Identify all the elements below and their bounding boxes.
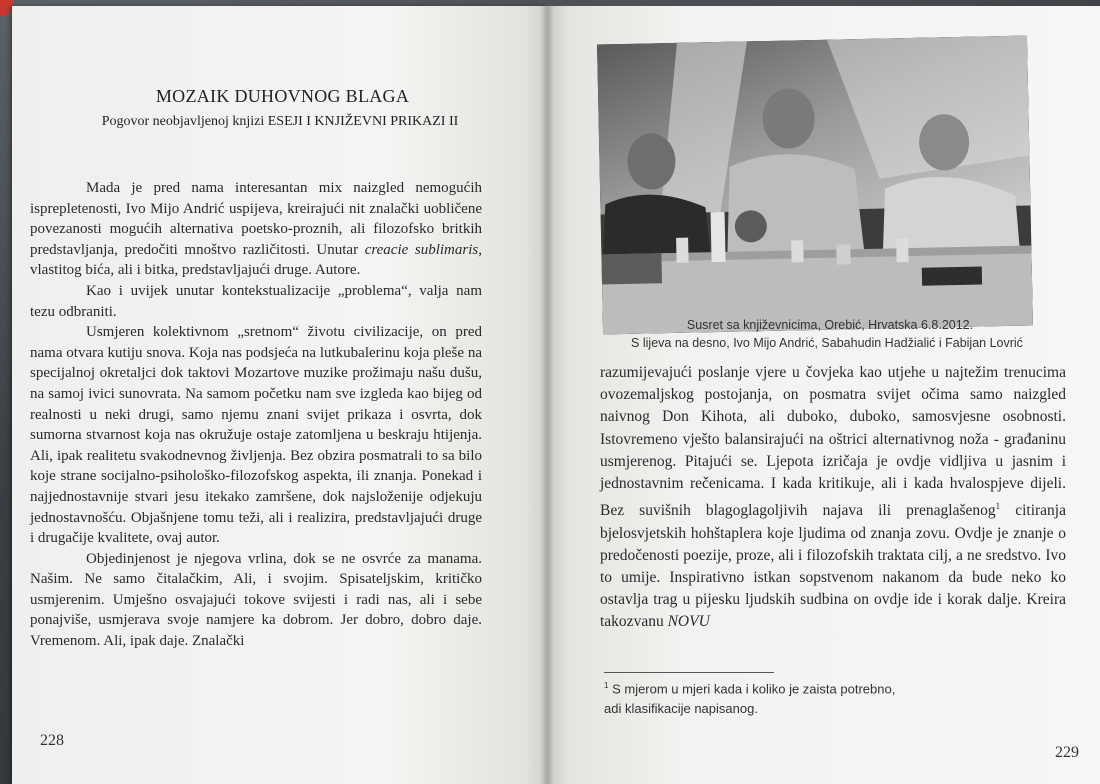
- event-photo: [597, 36, 1033, 335]
- footnote-line-1: [604, 676, 1044, 699]
- right-page-body: [600, 362, 1066, 634]
- chapter-title: MOZAIK DUHOVNOG BLAGA: [155, 86, 410, 106]
- chapter-subtitle: Pogovor neobjavljenoj knjizi ESEJI I KNJIŽEVNI PRIKAZI II: [101, 114, 459, 129]
- paragraph-2: Kao i uvijek unutar kontekstualizacije „problema“, valja nam tezu odbraniti.: [30, 282, 482, 320]
- event-photo-image: [597, 36, 1033, 335]
- footnote-marker: 1: [604, 681, 609, 690]
- paragraph-4: Objedinjenost je njegova vrlina, dok se ne osvrće za manama. Našim. Ne samo čitalačkim, Ali, i svojim. Spisateljskim, kritičko usmjerenim. Umješno osvajajući tokove svijesti i radi nas, ali i sebe ponajviše, usmjerava svoje namjere ka dobrom. Jer dobro, dobro daje. Vremenom. Ali, ipak daje. Znalački: [30, 550, 482, 650]
- photo-caption-title: Susret sa književnicima, Orebić, Hrvatska 6.8.2012.: [686, 318, 974, 332]
- paragraph-1: [30, 178, 482, 281]
- footnote: [604, 676, 1044, 719]
- footnote-text-1: S mjerom u mjeri kada i koliko je zaista potrebno,: [612, 681, 896, 697]
- page-number-right: 229: [1055, 744, 1079, 761]
- footnote-line-2: adi klasifikacije napisanog.: [604, 701, 758, 717]
- right-text-continued: citiranja bjelosvjetskih hohštaplera koje ljudima od znanja zovu. Ovdje je znanje o predočenosti poezije, proze, ali i filozofskih traktata cilj, a ne sredstvo. Ivo to umije. Inspirativno istkan sopstvenom nakanom da bude neko ko ostavlja trag u pijesku ljudskih sudbina on ovdje ide i korak dalje. Kreira takozvanu: [600, 502, 1066, 631]
- right-paragraph: [600, 362, 1066, 634]
- paragraph-1-end: vlastitog bića, ali i bitka, predstavljajući druge. Autore.: [30, 262, 361, 279]
- footnote-reference: 1: [995, 501, 1001, 512]
- right-text-italic-end: NOVU: [667, 613, 710, 631]
- paragraph-1-start: Mada je pred nama interesantan mix naizgled nemogućih isprepletenosti, Ivo Mijo Andrić uspijeva, kreirajući nit znalački uobličene povezanosti mogućih alternativa poetsko-proznih, ali filozofsko britkih predstavljanja, predočiti mnoštvo različitosti. Unutar: [30, 180, 482, 258]
- paragraph-3: Usmjeren kolektivnom „sretnom“ životu civilizacije, on pred nama otvara kutiju snova. Koja nas podsjeća na lutkubalerinu koja pleše na specijalnoj okretaljci dok taktovi Mozartove muzike prožimaju našu dušu, na samoj ivici sunovrata. Na samom početku nam sve izgleda kao bijeg od realnosti u neki drugi, samo njemu znani svijet prikaza i osvrta, dok sumorna stvarnost koja nas okružuje ostaje zatomljena u beskraju htijenja. Ali, ipak realitetu svakodnevnog življenja. Bez obzira posmatrali to sa bilo koje strane socijalno-psihološko-filozofskog aspekta, ili znanja. Ponekad i najjednostavnije stvari jesu itekako zamršene, dok najsloženije odjekuju jednostavnošću. Objašnjene tomu teži, ali i realizira, predstavljajući druge i drugačije kvalitete, ovaj autor.: [30, 324, 482, 547]
- footnote-divider: [604, 672, 774, 673]
- right-text-start: razumijevajući poslanje vjere u čovjeka kao utjehe u najtežim trenucima ovozemaljskog postojanja, on posmatra svijet očima samo naizgled naivnog Don Kihota, ali duboko, duboko, samosvjesne osobnosti. Istovremeno vješto balansirajući na oštrici alternativnog noža - građaninu usmjerenog. Pitajući se. Ljepota izričaja je ovdje vidljiva u jasnim i jednostavnim rečenicama. I kada kritikuje, ali i kada hvalospjeve dijeli. Bez suvišnih blagoglagoljivih najava ili prenaglašenog: [600, 364, 1066, 520]
- paragraph-1-italic: creacie sublimaris,: [364, 241, 482, 258]
- photo-caption-names: S lijeva na desno, Ivo Mijo Andrić, Sabahudin Hadžialić i Fabijan Lovrić: [631, 336, 1023, 350]
- book-gutter: [540, 6, 554, 784]
- left-page-body: [30, 178, 482, 652]
- page-number-left: 228: [40, 732, 64, 749]
